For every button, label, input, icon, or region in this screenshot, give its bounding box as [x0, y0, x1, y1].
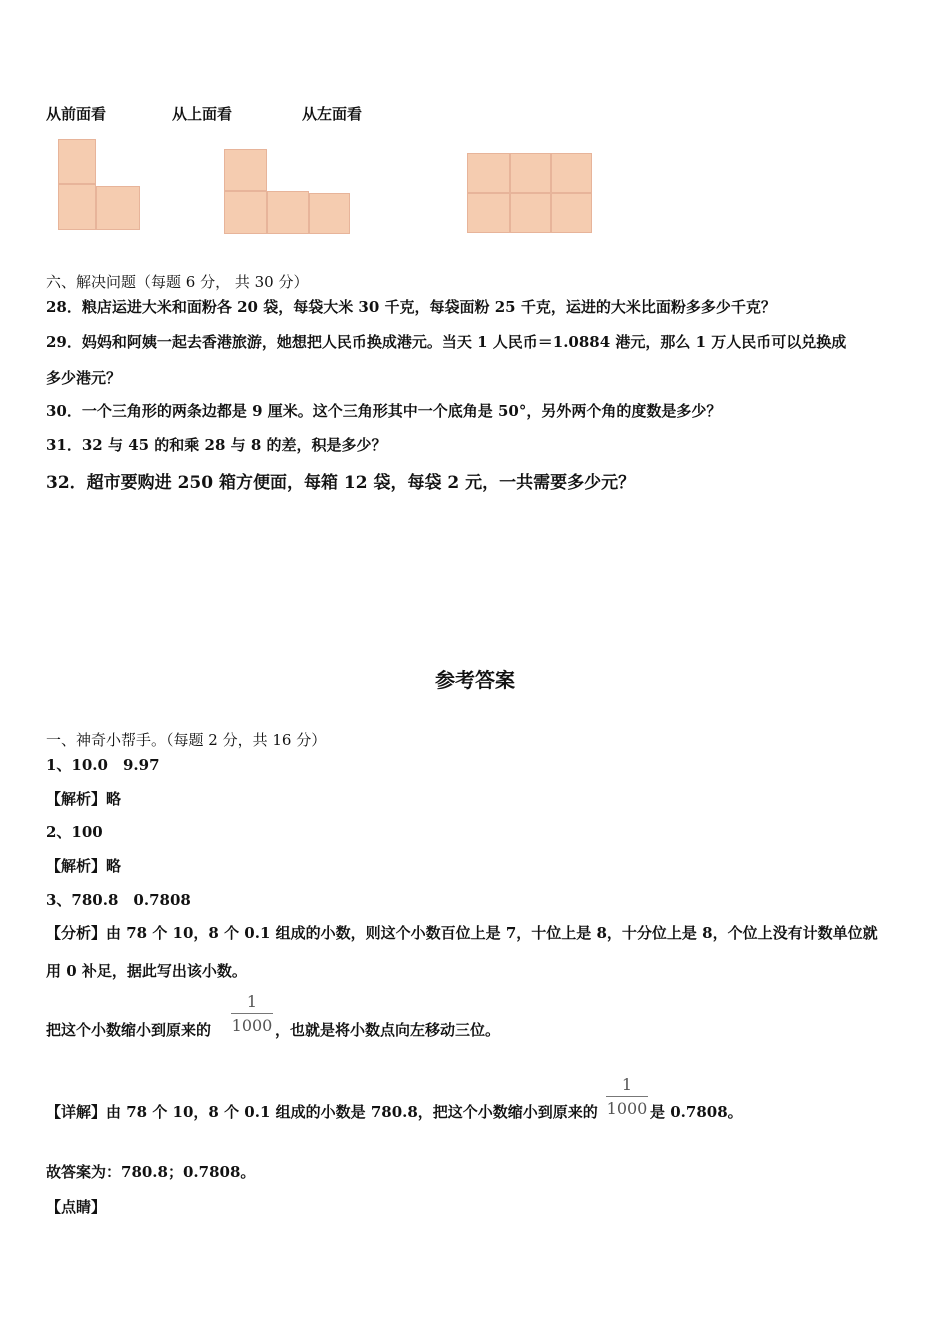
- answer-3-conclusion: 故答案为：780.8；0.7808。: [46, 1163, 256, 1181]
- square: [309, 193, 350, 234]
- question-30: 30．一个三角形的两条边都是 9 厘米。这个三角形其中一个底角是 50°，另外两个角的度数是多少？: [46, 402, 722, 420]
- fraction-one-thousandth: [231, 992, 273, 1035]
- answer-3-shrink-post: ，也就是将小数点向左移动三位。: [275, 1021, 501, 1039]
- answer-3-shrink-pre: 把这个小数缩小到原来的: [46, 1021, 212, 1039]
- question-28: 28．粮店运进大米和面粉各 20 袋，每袋大米 30 千克，每袋面粉 25 千克，运进的大米比面粉多多少千克？: [46, 298, 776, 316]
- square: [467, 153, 510, 193]
- square: [551, 193, 592, 233]
- answer-2-analysis: 【解析】略: [46, 857, 122, 875]
- fraction-numerator: 1: [231, 992, 273, 1014]
- section6-heading: 六、解决问题（每题 6 分， 共 30 分）: [46, 273, 309, 291]
- fraction-numerator: 1: [606, 1075, 648, 1097]
- question-29-line1: 29．妈妈和阿姨一起去香港旅游，她想把人民币换成港元。当天 1 人民币＝1.0884 港元，那么 1 万人民币可以兑换成: [46, 333, 847, 351]
- fraction-denominator: 1000: [231, 1016, 273, 1035]
- answer-3-analysis-line1: 【分析】由 78 个 10，8 个 0.1 组成的小数，则这个小数百位上是 7，十位上是 8，十分位上是 8，个位上没有计数单位就: [46, 924, 878, 942]
- square: [224, 149, 267, 191]
- square: [58, 139, 96, 184]
- question-31: 31．32 与 45 的和乘 28 与 8 的差，积是多少？: [46, 436, 387, 454]
- answer-3-detail-pre: 【详解】由 78 个 10，8 个 0.1 组成的小数是 780.8，把这个小数缩小到原来的: [46, 1103, 598, 1121]
- answer-3-dianjing: 【点睛】: [46, 1198, 107, 1216]
- answer-3-detail-post: 是 0.7808。: [650, 1103, 743, 1121]
- answer-2: 2、100: [46, 823, 103, 841]
- square: [510, 193, 551, 233]
- answer-1: 1、10.0 9.97: [46, 756, 160, 774]
- answer-3-analysis-line2: 用 0 补足，据此写出该小数。: [46, 962, 247, 980]
- answers-title: 参考答案: [435, 668, 515, 692]
- answer-1-analysis: 【解析】略: [46, 790, 122, 808]
- fraction-one-thousandth: [606, 1075, 648, 1118]
- fraction-denominator: 1000: [606, 1099, 648, 1118]
- square: [551, 153, 592, 193]
- front-view-label: 从前面看: [46, 105, 107, 123]
- square: [58, 184, 96, 230]
- square: [267, 191, 309, 234]
- square: [467, 193, 510, 233]
- question-29-line2: 多少港元？: [46, 369, 122, 387]
- top-view-label: 从上面看: [172, 105, 233, 123]
- question-32: 32．超市要购进 250 箱方便面，每箱 12 袋，每袋 2 元，一共需要多少元？: [46, 473, 636, 493]
- answer-3: 3、780.8 0.7808: [46, 891, 191, 909]
- answers-section1-heading: 一、神奇小帮手。（每题 2 分，共 16 分）: [46, 731, 327, 749]
- left-view-label: 从左面看: [302, 105, 363, 123]
- square: [224, 191, 267, 234]
- square: [96, 186, 140, 230]
- square: [510, 153, 551, 193]
